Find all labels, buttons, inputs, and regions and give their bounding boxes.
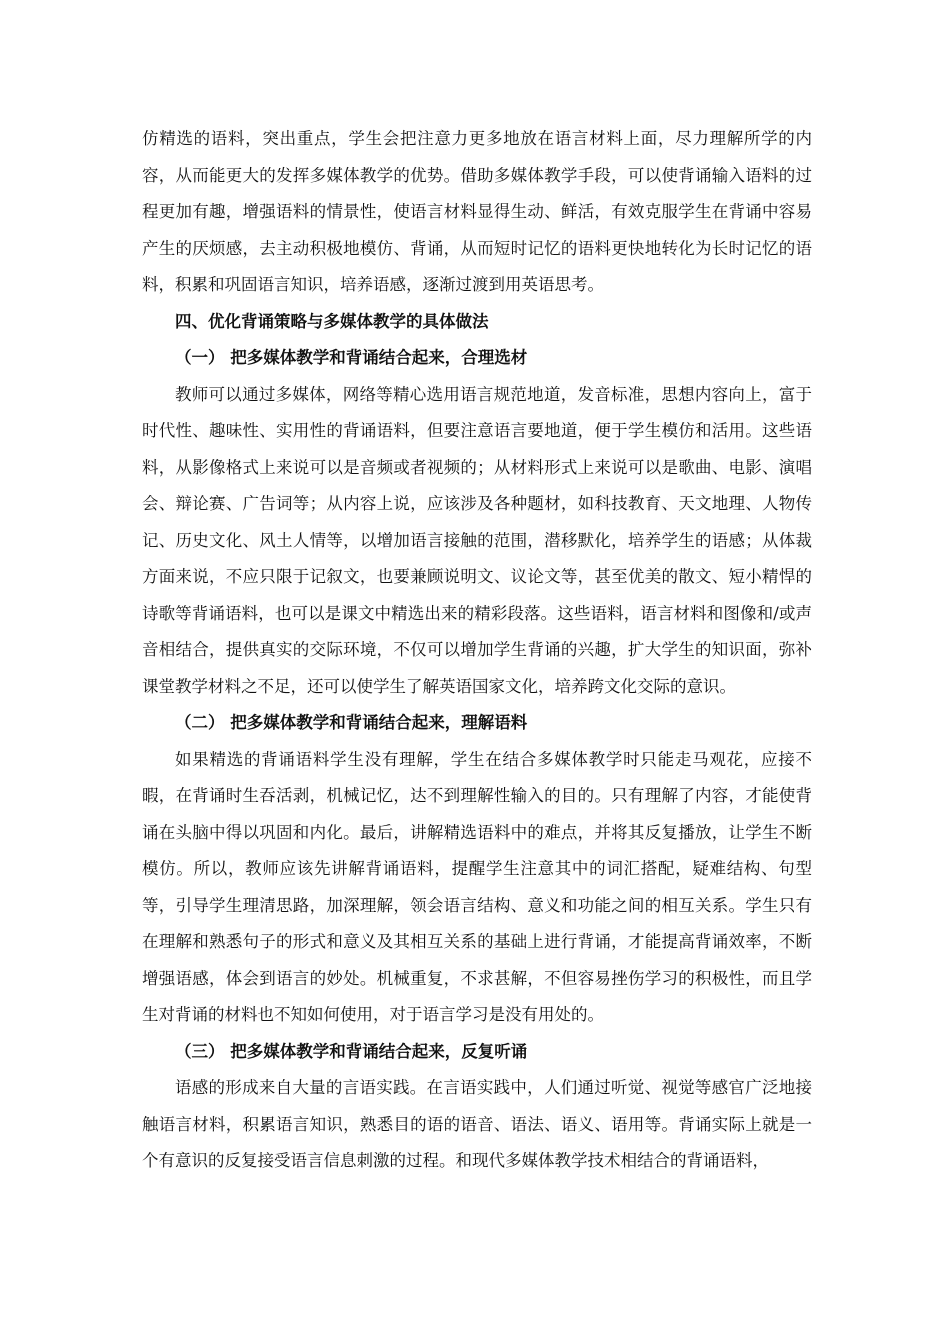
document-page [142, 121, 812, 1180]
subsection-heading-2: （二） 把多媒体教学和背诵结合起来，理解语料 [175, 713, 528, 732]
paragraph-repeated-listening: 语感的形成来自大量的言语实践。在言语实践中，人们通过听觉、视觉等感官广泛地接触语言材料，积累语言知识，熟悉目的语的语音、语法、语义、语用等。背诵实际上就是一个有意识的反复接受语言信息刺激的过程。和现代多媒体教学技术相结合的背诵语料， [142, 1078, 812, 1170]
paragraph-understanding: 如果精选的背诵语料学生没有理解，学生在结合多媒体教学时只能走马观花，应接不暇，在背诵时生吞活剥，机械记忆，达不到理解性输入的目的。只有理解了内容，才能使背诵在头脑中得以巩固和内化。最后，讲解精选语料中的难点，并将其反复播放，让学生不断模仿。所以，教师应该先讲解背诵语料，提醒学生注意其中的词汇搭配，疑难结构、句型等，引导学生理清思路，加深理解，领会语言结构、意义和功能之间的相互关系。学生只有在理解和熟悉句子的形式和意义及其相互关系的基础上进行背诵，才能提高背诵效率，不断增强语感，体会到语言的妙处。机械重复，不求甚解，不但容易挫伤学习的积极性，而且学生对背诵的材料也不知如何使用，对于语言学习是没有用处的。 [142, 749, 812, 1024]
paragraph-material-selection: 教师可以通过多媒体，网络等精心选用语言规范地道，发音标准，思想内容向上，富于时代性、趣味性、实用性的背诵语料，但要注意语言要地道，便于学生模仿和活用。这些语料，从影像格式上来说可以是音频或者视频的；从材料形式上来说可以是歌曲、电影、演唱会、辩论赛、广告词等；从内容上说，应该涉及各种题材，如科技教育、天文地理、人物传记、历史文化、风土人情等，以增加语言接触的范围，潜移默化，培养学生的语感；从体裁方面来说，不应只限于记叙文，也要兼顾说明文、议论文等，甚至优美的散文、短小精悍的诗歌等背诵语料，也可以是课文中精选出来的精彩段落。这些语料，语言材料和图像和/或声音相结合，提供真实的交际环境，不仅可以增加学生背诵的兴趣，扩大学生的知识面，弥补课堂教学材料之不足，还可以使学生了解英语国家文化，培养跨文化交际的意识。 [142, 384, 812, 696]
subsection-heading-1: （一） 把多媒体教学和背诵结合起来，合理选材 [175, 348, 528, 367]
subsection-heading-3: （三） 把多媒体教学和背诵结合起来，反复听诵 [175, 1041, 528, 1061]
paragraph-continuation: 仿精选的语料，突出重点，学生会把注意力更多地放在语言材料上面，尽力理解所学的内容，从而能更大的发挥多媒体教学的优势。借助多媒体教学手段，可以使背诵输入语料的过程更加有趣，增强语料的情景性，使语言材料显得生动、鲜活，有效克服学生在背诵中容易产生的厌烦感，去主动积极地模仿、背诵，从而短时记忆的语料更快地转化为长时记忆的语料，积累和巩固语言知识，培养语感，逐渐过渡到用英语思考。 [142, 129, 812, 294]
section-heading-4: 四、优化背诵策略与多媒体教学的具体做法 [175, 311, 489, 331]
